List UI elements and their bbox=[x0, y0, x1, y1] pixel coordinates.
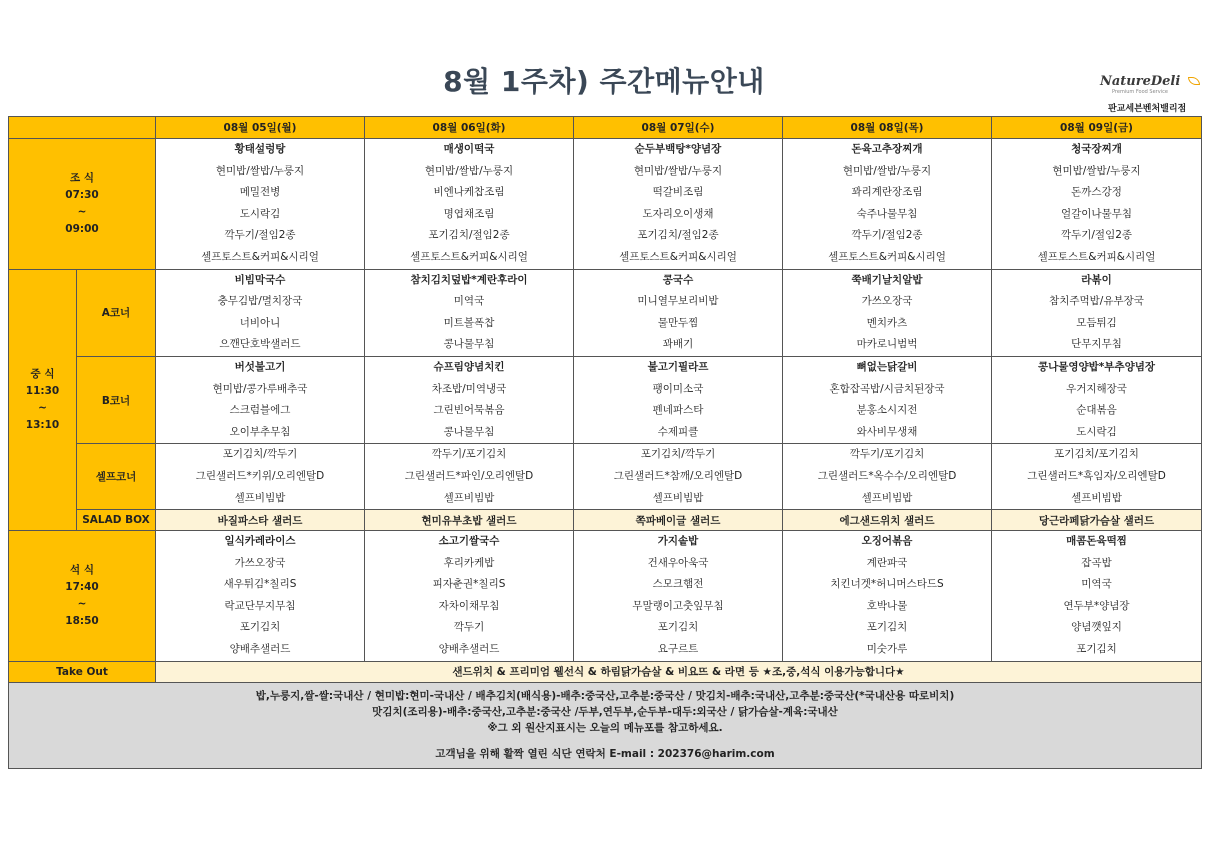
menu-item: 잡곡밥 bbox=[1081, 556, 1112, 569]
menu-item: 포기김치 bbox=[657, 621, 699, 634]
menu-item: 미숫가루 bbox=[866, 643, 908, 656]
menu-item: 펜네파스타 bbox=[652, 404, 704, 417]
menu-item: 분홍소시지전 bbox=[856, 404, 918, 417]
lunch-label-line: 13:10 bbox=[25, 418, 60, 431]
menu-item: 순대볶음 bbox=[1076, 404, 1117, 417]
salad-item: 바질파스타 샐러드 bbox=[156, 510, 365, 531]
menu-item: 셀프토스트&커피&시리얼 bbox=[828, 250, 946, 263]
breakfast-label-line: ~ bbox=[77, 205, 87, 218]
menu-item: 양배추샐러드 bbox=[229, 643, 291, 656]
lunch-label-line: 11:30 bbox=[25, 384, 60, 397]
menu-cell bbox=[156, 531, 365, 662]
menu-item: 현미밥/쌀밥/누룽지 bbox=[1052, 164, 1141, 177]
menu-item: 그린샐러드*참깨/오리엔탈D bbox=[613, 469, 743, 482]
breakfast-label-line: 조 식 bbox=[70, 171, 94, 184]
salad-box-label: SALAD BOX bbox=[77, 510, 156, 531]
corner-a-label: A코너 bbox=[77, 269, 156, 356]
menu-item: 가지솥밥 bbox=[657, 535, 699, 548]
menu-item: 미역국 bbox=[453, 295, 485, 308]
menu-item: 꽈배기 bbox=[662, 338, 694, 351]
menu-item: 콩나물무침 bbox=[443, 338, 495, 351]
header-corner bbox=[9, 117, 156, 139]
menu-item: 포기김치/절임2종 bbox=[428, 229, 510, 242]
takeout-row bbox=[9, 661, 1202, 682]
menu-cell bbox=[156, 356, 365, 443]
menu-item: 비빔막국수 bbox=[234, 273, 286, 286]
menu-item: 참치김치덮밥*계란후라이 bbox=[410, 273, 528, 286]
menu-item: 깍두기/절임2종 bbox=[1060, 229, 1133, 242]
menu-item: 깍두기/절임2종 bbox=[851, 229, 923, 242]
salad-item: 당근라페닭가슴살 샐러드 bbox=[992, 510, 1202, 531]
menu-item: 피자춘권*칠리S bbox=[432, 578, 506, 591]
menu-item: 셀프비빔밥 bbox=[861, 491, 913, 504]
menu-item: 돈까스강정 bbox=[1071, 186, 1122, 199]
dinner-label-line: ~ bbox=[77, 597, 87, 610]
corner-b-label: B코너 bbox=[77, 356, 156, 443]
origin-notice bbox=[9, 682, 1202, 768]
menu-item: 뼈없는닭갈비 bbox=[856, 360, 918, 373]
menu-cell bbox=[156, 444, 365, 510]
menu-cell bbox=[992, 356, 1202, 443]
menu-item: 요구르트 bbox=[657, 643, 699, 656]
menu-cell bbox=[365, 139, 574, 270]
menu-item: 그린빈어묵볶음 bbox=[433, 404, 505, 417]
menu-cell bbox=[783, 139, 992, 270]
menu-item: 슈프림양념치킨 bbox=[433, 360, 505, 373]
salad-row bbox=[9, 510, 1202, 531]
header-row bbox=[9, 117, 1202, 139]
menu-item: 비엔나케찹조림 bbox=[433, 186, 505, 199]
menu-item: 으깬단호박샐러드 bbox=[219, 338, 301, 351]
menu-item: 너비아니 bbox=[239, 316, 281, 329]
breakfast-label-line: 07:30 bbox=[65, 188, 99, 201]
menu-item: 미트볼폭찹 bbox=[443, 316, 495, 329]
menu-item: 후리카케밥 bbox=[443, 556, 495, 569]
menu-item: 셀프토스트&커피&시리얼 bbox=[410, 250, 528, 263]
menu-item: 도자리오이생채 bbox=[642, 207, 714, 220]
menu-item: 숙주나물무침 bbox=[856, 207, 918, 220]
menu-item: 쭉배기날치알밥 bbox=[851, 273, 923, 286]
logo-tagline: Premium Food Service bbox=[1112, 89, 1168, 95]
menu-cell bbox=[992, 269, 1202, 356]
menu-item: 현미밥/쌀밥/누룽지 bbox=[424, 164, 514, 177]
menu-item: 포기김치/깍두기 bbox=[640, 448, 716, 461]
menu-item: 가쓰오장국 bbox=[234, 556, 286, 569]
menu-cell bbox=[574, 531, 783, 662]
logo-brand-name: NatureDeli bbox=[1100, 74, 1181, 89]
menu-item: 현미밥/콩가루배추국 bbox=[212, 382, 308, 395]
dinner-label-line: 석 식 bbox=[70, 563, 94, 576]
menu-item: 돈육고추장찌개 bbox=[851, 143, 923, 155]
dinner-label-line: 18:50 bbox=[65, 614, 99, 627]
menu-item: 깍두기/포기김치 bbox=[849, 448, 925, 461]
origin-line: 밥,누룽지,쌀-쌀:국내산 / 현미밥:현미-국내산 / 배추김치(배식용)-배추:중국산,고추분:중국산 / 맛김치-배추:국내산,고추분:중국산(*국내산용 따로비치) bbox=[255, 689, 955, 702]
menu-cell bbox=[783, 269, 992, 356]
menu-item: 호박나물 bbox=[866, 599, 908, 612]
menu-cell bbox=[365, 444, 574, 510]
menu-cell bbox=[574, 139, 783, 270]
menu-item: 양념깻잎지 bbox=[1071, 621, 1122, 634]
menu-item: 오징어볶음 bbox=[861, 535, 913, 548]
menu-cell bbox=[783, 444, 992, 510]
menu-item: 건새우아욱국 bbox=[647, 556, 709, 569]
menu-item: 순두부백탕*양념장 bbox=[634, 143, 722, 155]
menu-item: 버섯불고기 bbox=[234, 360, 286, 373]
menu-item: 그린샐러드*파인/오리엔탈D bbox=[404, 469, 534, 482]
menu-item: 명엽채조림 bbox=[443, 207, 495, 220]
menu-item: 도시락김 bbox=[1076, 425, 1117, 438]
menu-item: 현미밥/쌀밥/누룽지 bbox=[842, 164, 932, 177]
menu-item: 연두부*양념장 bbox=[1063, 599, 1130, 612]
menu-item: 포기김치 bbox=[239, 621, 281, 634]
menu-item: 황태설렁탕 bbox=[234, 143, 286, 155]
menu-cell bbox=[574, 269, 783, 356]
menu-cell bbox=[574, 444, 783, 510]
menu-item: 혼합잡곡밥/시금치된장국 bbox=[829, 382, 945, 395]
takeout-text: 샌드위치 & 프리미엄 웰선식 & 하림닭가슴살 & 비요뜨 & 라면 등 ★조,중,석식 이용가능합니다★ bbox=[156, 661, 1202, 682]
menu-item: 치킨너겟*허니머스타드S bbox=[830, 578, 944, 591]
menu-item: 포기김치/깍두기 bbox=[222, 448, 298, 461]
lunch-label-line: 중 식 bbox=[30, 367, 55, 380]
menu-cell bbox=[365, 356, 574, 443]
weekly-menu-table bbox=[8, 116, 1202, 769]
menu-item: 떡갈비조림 bbox=[652, 186, 704, 199]
menu-item: 깍두기/포기김치 bbox=[431, 448, 507, 461]
menu-cell bbox=[992, 139, 1202, 270]
menu-item: 충무김밥/멸치장국 bbox=[217, 295, 303, 308]
menu-cell bbox=[992, 444, 1202, 510]
menu-item: 매생이떡국 bbox=[443, 143, 495, 155]
menu-cell bbox=[783, 356, 992, 443]
menu-item: 콩국수 bbox=[662, 273, 694, 286]
menu-item: 차조밥/미역냉국 bbox=[431, 382, 507, 395]
contact-email: 고객님을 위해 활짝 열린 식단 연락처 E-mail : 202376@harim.com bbox=[435, 747, 775, 760]
day-header: 08월 06일(화) bbox=[365, 117, 574, 139]
menu-item: 참치주먹밥/유부장국 bbox=[1049, 295, 1144, 308]
menu-item: 포기김치/포기김치 bbox=[1054, 448, 1139, 461]
menu-item: 일식카레라이스 bbox=[224, 535, 296, 548]
origin-line: 맛김치(조리용)-배추:중국산,고추분:중국산 /두부,연두부,순두부-대두:외국산 / 닭가슴살-계육:국내산 bbox=[372, 705, 838, 718]
dinner-label-line: 17:40 bbox=[65, 580, 99, 593]
menu-item: 물만두찜 bbox=[657, 316, 699, 329]
menu-item: 셀프비빔밥 bbox=[234, 491, 286, 504]
menu-item: 셀프토스트&커피&시리얼 bbox=[1037, 250, 1156, 263]
salad-item: 쪽파베이글 샐러드 bbox=[574, 510, 783, 531]
self-corner-label: 셀프코너 bbox=[77, 444, 156, 510]
menu-item: 셀프비빔밥 bbox=[1071, 491, 1122, 504]
menu-item: 오이부추무침 bbox=[229, 425, 291, 438]
menu-item: 새우튀김*칠리S bbox=[223, 578, 297, 591]
menu-item: 현미밥/쌀밥/누룽지 bbox=[215, 164, 305, 177]
lunch-b-row bbox=[9, 356, 1202, 443]
menu-item: 깍두기 bbox=[453, 621, 485, 634]
menu-item: 스모크햄전 bbox=[652, 578, 704, 591]
day-header: 08월 07일(수) bbox=[574, 117, 783, 139]
menu-cell bbox=[156, 269, 365, 356]
menu-cell bbox=[574, 356, 783, 443]
menu-item: 콩나물무침 bbox=[443, 425, 495, 438]
lunch-a-row bbox=[9, 269, 1202, 356]
menu-item: 멘치카츠 bbox=[866, 316, 908, 329]
menu-item: 자차이채무침 bbox=[438, 599, 500, 612]
menu-item: 꽈리계란장조림 bbox=[851, 186, 923, 199]
breakfast-label bbox=[9, 139, 156, 270]
menu-item: 스크럼블에그 bbox=[229, 404, 291, 417]
menu-item: 와사비무생채 bbox=[856, 425, 918, 438]
menu-item: 매콤돈육떡찜 bbox=[1066, 535, 1127, 548]
menu-item: 포기김치/절임2종 bbox=[637, 229, 719, 242]
menu-item: 양배추샐러드 bbox=[438, 643, 500, 656]
menu-item: 미니열무보리비밥 bbox=[637, 295, 719, 308]
menu-cell bbox=[992, 531, 1202, 662]
menu-item: 라볶이 bbox=[1081, 273, 1112, 286]
menu-item: 콩나물영양밥*부추양념장 bbox=[1037, 360, 1156, 373]
menu-item: 계란파국 bbox=[866, 556, 908, 569]
menu-item: 가쓰오장국 bbox=[861, 295, 913, 308]
day-header: 08월 05일(월) bbox=[156, 117, 365, 139]
menu-item: 그린샐러드*옥수수/오리엔탈D bbox=[817, 469, 957, 482]
menu-item: 락교단무지무침 bbox=[224, 599, 296, 612]
menu-item: 셀프토스트&커피&시리얼 bbox=[201, 250, 319, 263]
salad-item: 현미유부초밥 샐러드 bbox=[365, 510, 574, 531]
menu-item: 셀프비빔밥 bbox=[443, 491, 495, 504]
menu-item: 우거지해장국 bbox=[1066, 382, 1127, 395]
menu-item: 메밀전병 bbox=[239, 186, 281, 199]
menu-item: 소고기쌀국수 bbox=[438, 535, 500, 548]
breakfast-label-line: 09:00 bbox=[65, 222, 99, 235]
menu-item: 현미밥/쌀밥/누룽지 bbox=[633, 164, 723, 177]
menu-item: 포기김치 bbox=[1076, 643, 1117, 656]
menu-item: 청국장찌개 bbox=[1071, 143, 1122, 155]
day-header: 08월 08일(목) bbox=[783, 117, 992, 139]
menu-item: 그린샐러드*키위/오리엔탈D bbox=[195, 469, 325, 482]
menu-item: 도시락김 bbox=[239, 207, 281, 220]
salad-item: 에그샌드위치 샐러드 bbox=[783, 510, 992, 531]
menu-item: 셀프토스트&커피&시리얼 bbox=[619, 250, 737, 263]
dinner-row bbox=[9, 531, 1202, 662]
origin-note: ※그 외 원산지표시는 오늘의 메뉴포를 참고하세요. bbox=[487, 721, 723, 734]
dinner-label bbox=[9, 531, 156, 662]
menu-item: 깍두기/절임2종 bbox=[224, 229, 296, 242]
page-title: 8월 1주차) 주간메뉴안내 bbox=[443, 65, 765, 98]
lunch-label-line: ~ bbox=[38, 401, 47, 414]
lunch-label bbox=[9, 269, 77, 531]
menu-cell bbox=[365, 269, 574, 356]
menu-cell bbox=[783, 531, 992, 662]
lunch-self-row bbox=[9, 444, 1202, 510]
menu-cell bbox=[156, 139, 365, 270]
menu-item: 셀프비빔밥 bbox=[652, 491, 704, 504]
menu-item: 얼갈이나물무침 bbox=[1060, 207, 1132, 220]
menu-item: 그린샐러드*흑임자/오리엔탈D bbox=[1027, 469, 1166, 482]
menu-cell bbox=[365, 531, 574, 662]
spacer bbox=[9, 736, 1201, 746]
menu-item: 마카로니범벅 bbox=[856, 338, 918, 351]
branch-name: 판교세븐벤처밸리점 bbox=[1108, 104, 1187, 114]
breakfast-row bbox=[9, 139, 1202, 270]
menu-item: 수제피클 bbox=[657, 425, 699, 438]
footer-row bbox=[9, 682, 1202, 768]
takeout-label: Take Out bbox=[9, 661, 156, 682]
menu-item: 팽이미소국 bbox=[652, 382, 704, 395]
menu-item: 단무지무침 bbox=[1071, 338, 1122, 351]
menu-item: 미역국 bbox=[1081, 578, 1112, 591]
menu-item: 무말랭이고춧잎무침 bbox=[632, 599, 724, 612]
day-header: 08월 09일(금) bbox=[992, 117, 1202, 139]
menu-item: 불고기필라프 bbox=[647, 360, 709, 373]
menu-item: 포기김치 bbox=[866, 621, 908, 634]
menu-item: 모듬튀김 bbox=[1076, 316, 1117, 329]
